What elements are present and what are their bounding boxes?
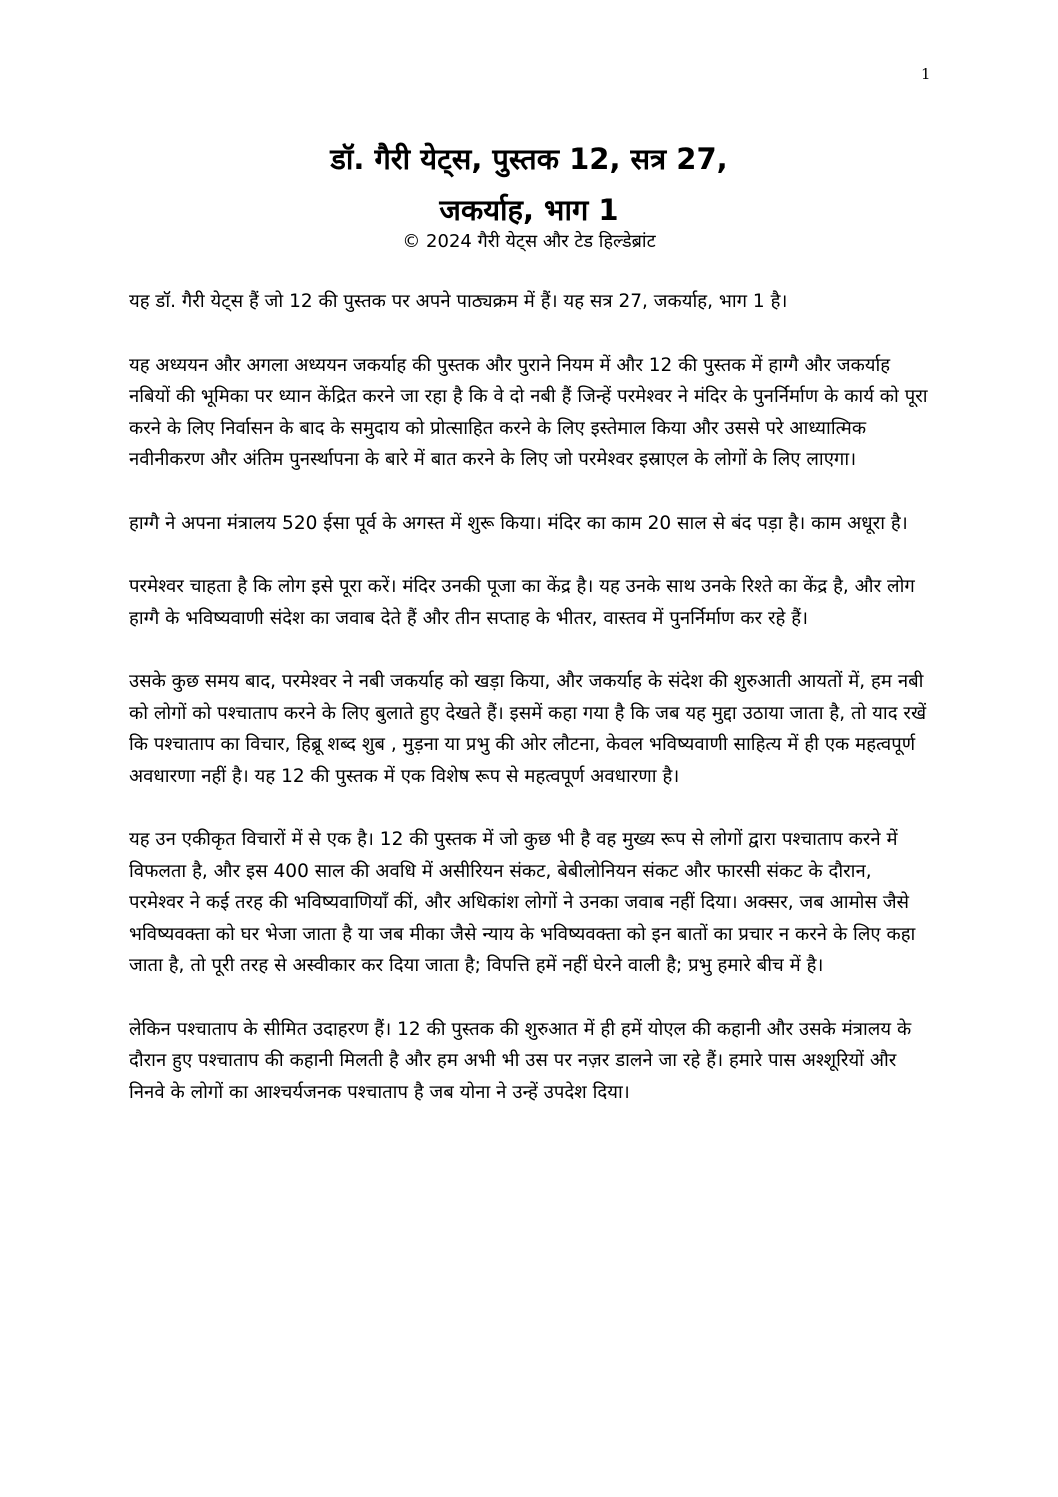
document-body: [129, 286, 929, 1140]
copyright-notice: © 2024 गैरी येट्स और टेड हिल्डेब्रांट: [402, 231, 656, 252]
paragraph: हाग्गै ने अपना मंत्रालय 520 ईसा पूर्व के अगस्त में शुरू किया। मंदिर का काम 20 साल से बंद पड़ा है। काम अधूरा है।: [129, 512, 908, 534]
document-title: [129, 134, 929, 236]
paragraph: लेकिन पश्चाताप के सीमित उदाहरण हैं। 12 की पुस्तक की शुरुआत में ही हमें योएल की कहानी और उसके मंत्रालय के दौरान हुए पश्चाताप की कहानी मिलती है और हम अभी भी उस पर नज़र डालने जा रहे हैं। हमारे पास अश्शूरियों और निनवे के लोगों का आश्चर्यजनक पश्चाताप है जब योना ने उन्हें उपदेश दिया।: [129, 1018, 912, 1103]
paragraph: परमेश्वर चाहता है कि लोग इसे पूरा करें। मंदिर उनकी पूजा का केंद्र है। यह उनके साथ उनके रिश्ते का केंद्र है, और लोग हाग्गै के भविष्यवाणी संदेश का जवाब देते हैं और तीन सप्ताह के भीतर, वास्तव में पुनर्निर्माण कर रहे हैं।: [129, 576, 915, 629]
title-line-1: डॉ. गैरी येट्स, पुस्तक 12, सत्र 27,: [330, 142, 728, 176]
paragraph: यह उन एकीकृत विचारों में से एक है। 12 की पुस्तक में जो कुछ भी है वह मुख्य रूप से लोगों द्वारा पश्चाताप करने में विफलता है, और इस 400 साल की अवधि में असीरियन संकट, बेबीलोनियन संकट और फारसी संकट के दौरान, परमेश्वर ने कई तरह की भविष्यवाणियाँ कीं, और अधिकांश लोगों ने उनका जवाब नहीं दिया। अक्सर, जब आमोस जैसे भविष्यवक्ता को घर भेजा जाता है या जब मीका जैसे न्याय के भविष्यवक्ता को इन बातों का प्रचार न करने के लिए कहा जाता है, तो पूरी तरह से अस्वीकार कर दिया जाता है; विपत्ति हमें नहीं घेरने वाली है; प्रभु हमारे बीच में है।: [129, 829, 916, 976]
page-number: 1: [921, 65, 931, 83]
paragraph: यह अध्ययन और अगला अध्ययन जकर्याह की पुस्तक और पुराने नियम में और 12 की पुस्तक में हाग्गै और जकर्याह नबियों की भूमिका पर ध्यान केंद्रित करने जा रहा है कि वे दो नबी हैं जिन्हें परमेश्वर ने मंदिर के पुनर्निर्माण के कार्य को पूरा करने के लिए निर्वासन के बाद के समुदाय को प्रोत्साहित करने के लिए इस्तेमाल किया और उससे परे आध्यात्मिक नवीनीकरण और अंतिम पुनर्स्थापना के बारे में बात करने के लिए जो परमेश्वर इस्राएल के लोगों के लिए लाएगा।: [129, 354, 928, 470]
paragraph: उसके कुछ समय बाद, परमेश्वर ने नबी जकर्याह को खड़ा किया, और जकर्याह के संदेश की शुरुआती आयतों में, हम नबी को लोगों को पश्चाताप करने के लिए बुलाते हुए देखते हैं। इसमें कहा गया है कि जब यह मुद्दा उठाया जाता है, तो याद रखें कि पश्चाताप का विचार, हिब्रू शब्द शुब , मुड़ना या प्रभु की ओर लौटना, केवल भविष्यवाणी साहित्य में ही एक महत्वपूर्ण अवधारणा नहीं है। यह 12 की पुस्तक में एक विशेष रूप से महत्वपूर्ण अवधारणा है।: [129, 671, 927, 787]
paragraph: यह डॉ. गैरी येट्स हैं जो 12 की पुस्तक पर अपने पाठ्यक्रम में हैं। यह सत्र 27, जकर्याह, भाग 1 है।: [129, 291, 788, 312]
title-line-2: जकर्याह, भाग 1: [439, 193, 619, 227]
